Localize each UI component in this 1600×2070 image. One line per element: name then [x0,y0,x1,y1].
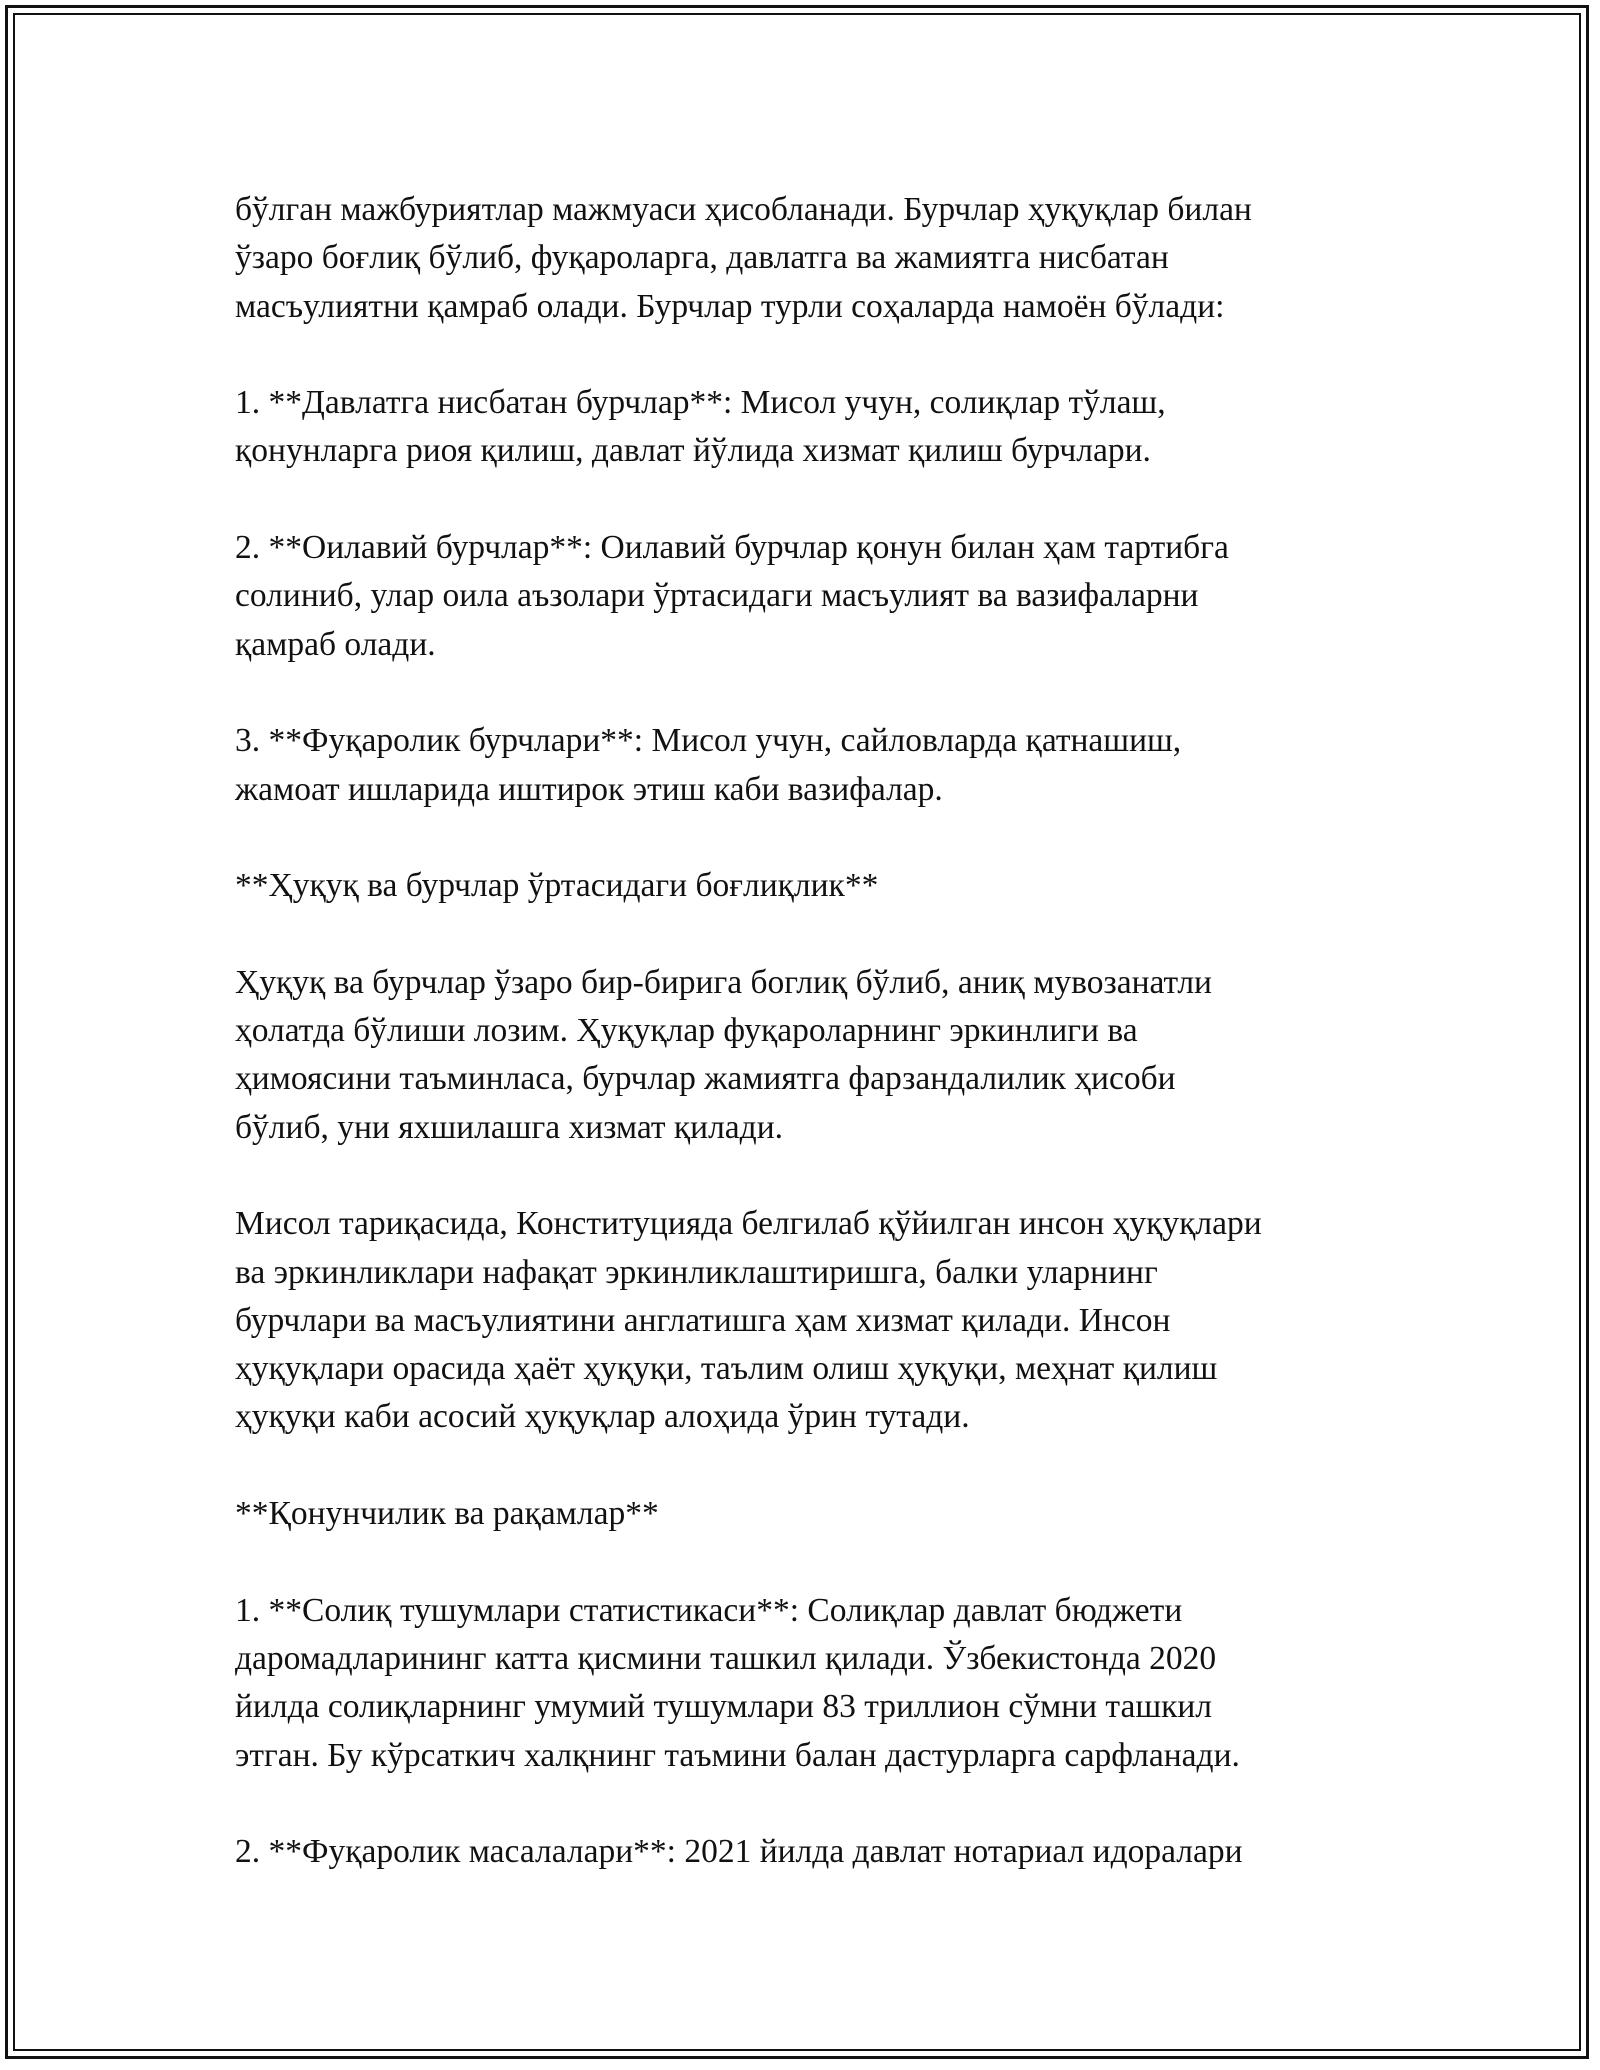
list-item-paragraph [235,1828,1385,1876]
text-line: ҳуқуқлари орасида ҳаёт ҳуқуқи, таълим олиш ҳуқуқи, меҳнат қилиш [235,1350,1218,1388]
text-line: этган. Бу кўрсаткич халқнинг таъмини балан дастурларга сарфланади. [235,1736,1240,1774]
text-line: йилда солиқларнинг умумий тушумлари 83 триллион сўмни ташкил [235,1688,1213,1726]
list-item-paragraph [235,524,1385,669]
text-line: 1. **Давлатга нисбатан бурчлар**: Мисол учун, солиқлар тўлаш, [235,384,1166,422]
text-line: 1. **Солиқ тушумлари статистикаси**: Солиқлар давлат бюджети [235,1591,1183,1629]
paragraph [235,186,1385,331]
text-line: даромадларининг катта қисмини ташкил қилади. Ўзбекистонда 2020 [235,1639,1217,1677]
text-line: қонунларга риоя қилиш, давлат йўлида хизмат қилиш бурчлари. [235,432,1151,470]
text-line: жамоат ишларида иштирок этиш каби вазифалар. [235,770,943,808]
text-line: қамраб олади. [235,625,436,663]
text-line: Мисол тариқасида, Конституцияда белгилаб қўйилган инсон ҳуқуқлари [235,1205,1262,1243]
paragraph [235,959,1385,1152]
heading-line: **Ҳуқуқ ва бурчлар ўртасидаги боғлиқлик** [235,867,879,905]
text-line: Ҳуқуқ ва бурчлар ўзаро бир-бирига боглиқ бўлиб, аниқ мувозанатли [235,963,1212,1001]
heading-line: **Қонунчилик ва рақамлар** [235,1495,659,1533]
text-line: 3. **Фуқаролик бурчлари**: Мисол учун, сайловларда қатнашиш, [235,722,1182,760]
document-body [235,186,1385,1925]
section-heading [235,862,1385,910]
text-line: ва эркинликлари нафақат эркинликлаштиришга, балки уларнинг [235,1253,1158,1291]
text-line: ўзаро боғлиқ бўлиб, фуқароларга, давлатга ва жамиятга нисбатан [235,239,1169,277]
text-line: бўлиб, уни яхшилашга хизмат қилади. [235,1108,784,1146]
list-item-paragraph [235,717,1385,814]
text-line: солиниб, улар оила аъзолари ўртасидаги масъулият ва вазифаларни [235,577,1199,615]
text-line: масъулиятни қамраб олади. Бурчлар турли соҳаларда намоён бўлади: [235,287,1225,325]
text-line: бурчлари ва масъулиятини англатишга ҳам хизмат қилади. Инсон [235,1301,1171,1339]
text-line: ҳолатда бўлиши лозим. Ҳуқуқлар фуқароларнинг эркинлиги ва [235,1012,1138,1050]
text-line: 2. **Фуқаролик масалалари**: 2021 йилда давлат нотариал идоралари [235,1833,1243,1871]
text-line: ҳуқуқи каби асосий ҳуқуқлар алоҳида ўрин тутади. [235,1398,970,1436]
text-line: ҳимоясини таъминласа, бурчлар жамиятга фарзандалилик ҳисоби [235,1060,1176,1098]
list-item-paragraph [235,1587,1385,1780]
list-item-paragraph [235,379,1385,476]
text-line: бўлган мажбуриятлар мажмуаси ҳисобланади. Бурчлар ҳуқуқлар билан [235,191,1252,228]
section-heading [235,1490,1385,1538]
text-line: 2. **Оилавий бурчлар**: Оилавий бурчлар қонун билан ҳам тартибга [235,529,1229,567]
paragraph [235,1200,1385,1441]
